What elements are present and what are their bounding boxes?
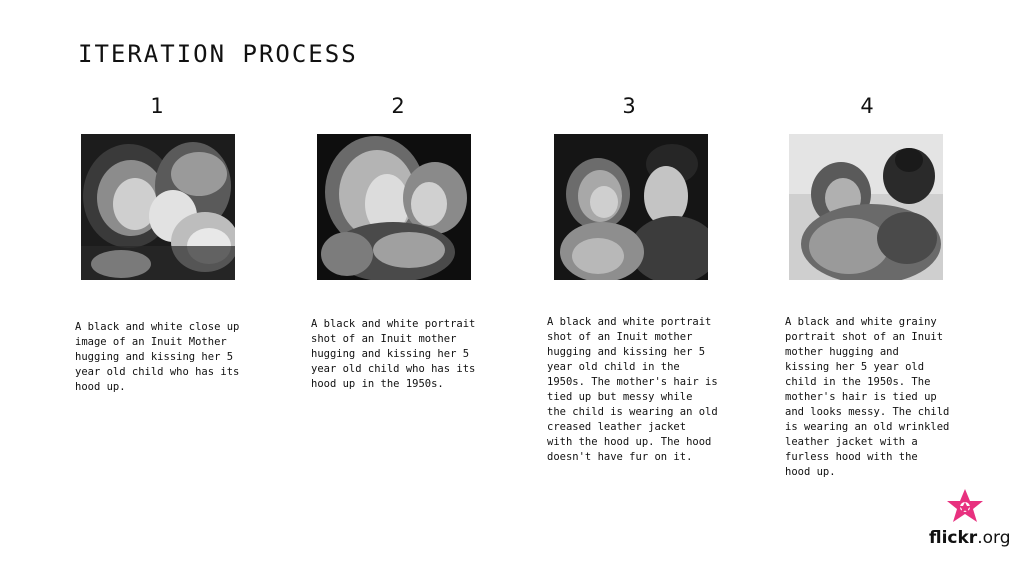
step-2-caption: A black and white portrait shot of an Inuit mother hugging and kissing her 5 year old child who has its hood up in the 1950s. <box>311 318 476 390</box>
step-2-number: 2 <box>391 94 405 118</box>
step-3-caption: A black and white portrait shot of an Inuit mother hugging and kissing her 5 year old child in the 1950s. The mother's hair is tied up but messy while the child is wearing an old creased leather jacket with the hood up. The hood doesn't have fur on it. <box>547 316 718 463</box>
step-4-photo <box>789 134 943 280</box>
photo-1-icon <box>81 134 235 280</box>
step-4-caption: A black and white grainy portrait shot of an Inuit mother hugging and kissing her 5 year old child in the 1950s. The mother's hair is tied up and looks messy. The child is wearing an old wrinkled leather jacket with a furless hood with the hood up. <box>785 316 950 478</box>
step-1-number: 1 <box>150 94 164 118</box>
step-2-photo <box>317 134 471 280</box>
step-1-photo <box>81 134 235 280</box>
flickr-tld: .org <box>977 528 1011 548</box>
step-3-photo <box>554 134 708 280</box>
flickr-brand: flickr <box>929 528 978 548</box>
flickr-logo <box>922 488 1011 558</box>
step-3-number: 3 <box>622 94 636 118</box>
slide-title: ITERATION PROCESS <box>78 40 358 68</box>
flickr-wordmark <box>929 528 1011 548</box>
step-4-number: 4 <box>860 94 874 118</box>
photo-4-icon <box>789 134 943 280</box>
photo-2-icon <box>317 134 471 280</box>
flickr-star-icon <box>946 488 984 526</box>
step-1-caption: A black and white close up image of an Inuit Mother hugging and kissing her 5 year old child who has its hood up. <box>75 321 240 393</box>
photo-3-icon <box>554 134 708 280</box>
